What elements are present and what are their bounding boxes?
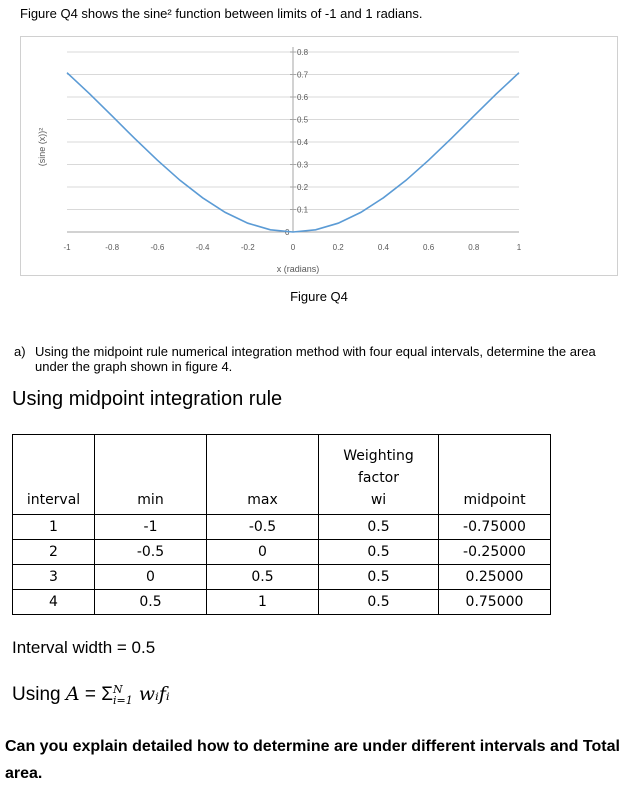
cell-weight: 0.5 [319,540,439,565]
table-row [13,590,551,615]
midpoint-table [12,434,551,615]
figure-q4-chart [20,36,618,276]
y-tick-label: 0.7 [297,70,309,80]
formula-sub: i=1 [113,693,133,707]
x-tick-label: -0.6 [150,243,165,252]
cell-midpoint: 0.75000 [439,590,551,615]
cell-min: -0.5 [95,540,207,565]
cell-interval: 4 [13,590,95,615]
y-tick-label: 0.1 [297,205,309,215]
table-row [13,515,551,540]
x-tick-label: -0.8 [105,243,120,252]
x-tick-label: 0.8 [468,243,480,252]
cell-interval: 1 [13,515,95,540]
cell-interval: 2 [13,540,95,565]
table-header-row [13,435,551,515]
header-min: min [95,435,207,515]
formula-line [12,683,170,706]
header-weight-line1: Weighting [343,448,414,464]
cell-weight: 0.5 [319,515,439,540]
cell-max: 0 [207,540,319,565]
y-tick-label: 0.5 [297,115,309,125]
x-tick-label: -0.4 [195,243,210,252]
part-a-label: a) [14,344,26,359]
formula-a: A [65,683,80,705]
cell-midpoint: -0.25000 [439,540,551,565]
header-weighting-factor [319,435,439,515]
formula-sum: = Σ [79,684,113,705]
header-interval: interval [13,435,95,515]
interval-width: Interval width = 0.5 [12,638,156,657]
x-tick-label: -1 [63,243,71,252]
table-row [13,540,551,565]
header-weight-line2: factor [357,470,399,486]
table-row [13,565,551,590]
y-tick-label: 0.3 [297,160,309,170]
cell-midpoint: 0.25000 [439,565,551,590]
x-tick-label: -0.2 [240,243,255,252]
cell-min: 0.5 [95,590,207,615]
question-header: Figure Q4 shows the sine² function between limits of -1 and 1 radians. [20,6,423,21]
cell-weight: 0.5 [319,590,439,615]
x-tick-label: 0 [290,243,296,252]
method-title: Using midpoint integration rule [12,388,283,410]
cell-weight: 0.5 [319,565,439,590]
formula-prefix: Using [12,684,66,705]
y-tick-label: 0.8 [297,48,309,57]
header-midpoint: midpoint [439,435,551,515]
part-a-text: Using the midpoint rule numerical integration method with four equal intervals, determine the area under the graph shown in figure 4. [35,344,596,374]
cell-max: -0.5 [207,515,319,540]
chart-svg [21,37,619,277]
formula-term: wᵢfᵢ [132,683,170,705]
y-tick-label: 0.2 [297,183,309,192]
figure-caption: Figure Q4 [290,289,348,304]
y-axis-label: (sine (x))² [37,127,47,167]
cell-min: -1 [95,515,207,540]
header-weight-line3: wi [370,492,387,508]
header-max: max [207,435,319,515]
y-tick-label: 0.6 [297,93,309,102]
x-tick-label: 0.2 [332,243,344,252]
x-tick-label: 0.6 [423,243,435,252]
y-tick-zero: 0 [285,228,290,237]
cell-midpoint: -0.75000 [439,515,551,540]
cell-min: 0 [95,565,207,590]
x-axis-label: x (radians) [276,264,320,274]
cell-interval: 3 [13,565,95,590]
formula-sup: N [113,682,123,696]
x-tick-label: 0.4 [377,243,389,252]
user-question: Can you explain detailed how to determine are under different intervals and Total area. [5,738,620,782]
cell-max: 0.5 [207,565,319,590]
y-tick-label: 0.4 [297,138,309,147]
cell-max: 1 [207,590,319,615]
x-tick-label: 1 [516,243,522,252]
